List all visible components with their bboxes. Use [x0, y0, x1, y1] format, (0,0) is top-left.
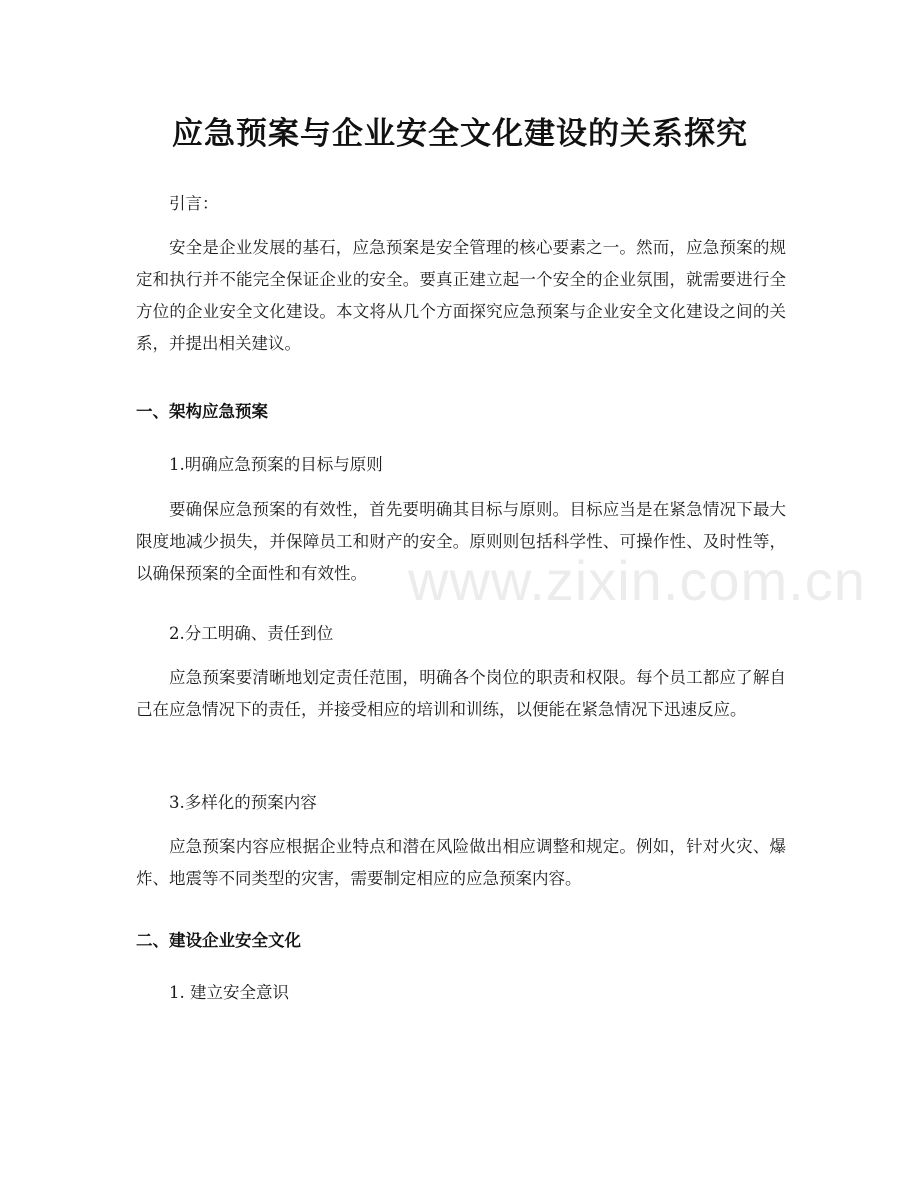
watermark-text: www.zixin.com.cn — [408, 549, 866, 612]
subsection-body-1-3: 应急预案内容应根据企业特点和潜在风险做出相应调整和规定。例如，针对火灾、爆炸、地震等不同类型的灾害，需要制定相应的应急预案内容。 — [136, 837, 786, 888]
section-heading-2: 二、建设企业安全文化 — [136, 931, 301, 950]
intro-label: 引言： — [169, 194, 219, 213]
subsection-body-1-1: 要确保应急预案的有效性，首先要明确其目标与原则。目标应当是在紧急情况下最大限度地减少损失，并保障员工和财产的安全。原则则包括科学性、可操作性、及时性等，以确保预案的全面性和有效性。 — [136, 500, 786, 583]
document-title: 应急预案与企业安全文化建设的关系探究 — [172, 116, 748, 152]
intro-paragraph: 安全是企业发展的基石，应急预案是安全管理的核心要素之一。然而，应急预案的规定和执行并不能完全保证企业的安全。要真正建立起一个安全的企业氛围，就需要进行全方位的企业安全文化建设。本文将从几个方面探究应急预案与企业安全文化建设之间的关系，并提出相关建议。 — [136, 238, 786, 353]
subsection-title-1-1: 1.明确应急预案的目标与原则 — [169, 455, 383, 474]
subsection-title-1-2: 2.分工明确、责任到位 — [169, 624, 334, 643]
subsection-title-2-1: 1. 建立安全意识 — [169, 983, 289, 1002]
subsection-body-1-2: 应急预案要清晰地划定责任范围，明确各个岗位的职责和权限。每个员工都应了解自己在应急情况下的责任，并接受相应的培训和训练，以便能在紧急情况下迅速反应。 — [136, 668, 786, 719]
section-heading-1: 一、架构应急预案 — [136, 402, 268, 421]
subsection-title-1-3: 3.多样化的预案内容 — [169, 793, 317, 812]
